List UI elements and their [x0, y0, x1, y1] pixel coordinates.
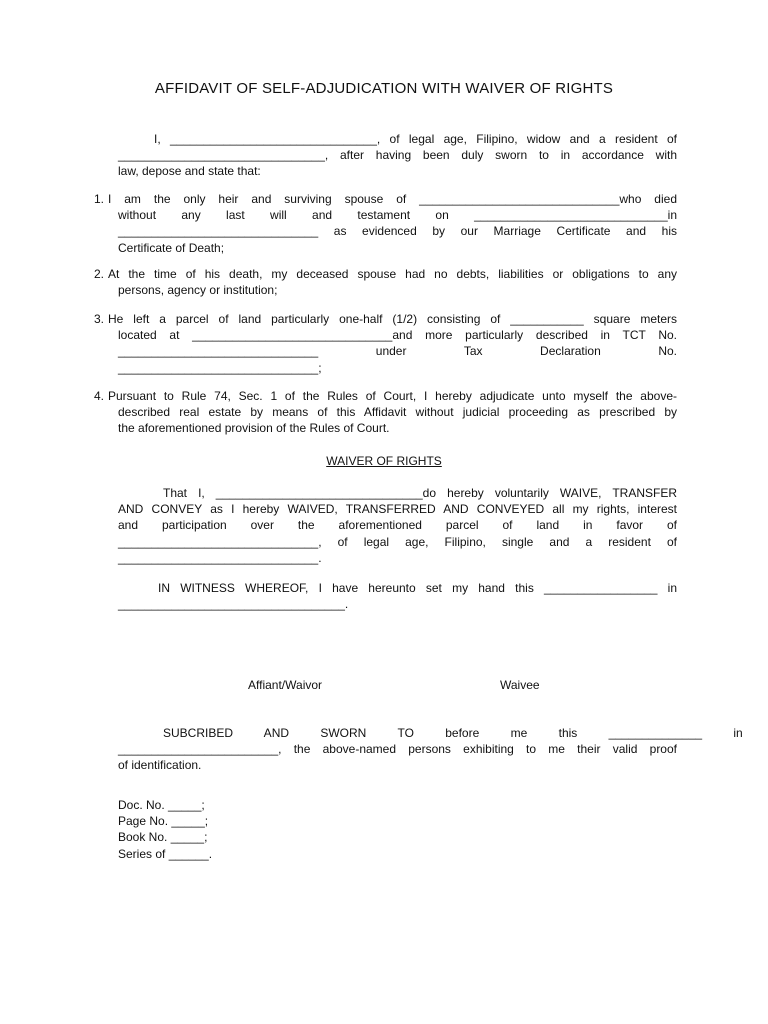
- waivee-signature-label: Waivee: [500, 678, 540, 692]
- book-no: Book No. _____;: [118, 830, 208, 845]
- jurat-paragraph: [118, 725, 743, 774]
- list-item-line: Certificate of Death;: [118, 240, 225, 255]
- intro-paragraph: [118, 131, 677, 180]
- intro-line-1: I, _______________________________, of legal age, Filipino, widow and a resident of: [154, 132, 677, 146]
- witness-line-1: IN WITNESS WHEREOF, I have hereunto set my hand this _________________ in: [158, 581, 677, 595]
- jurat-line-3: of identification.: [118, 758, 202, 773]
- page-no: Page No. _____;: [118, 814, 209, 829]
- intro-line-2: _______________________________, after having been duly sworn to in accordance with: [118, 148, 677, 163]
- list-item-3: [94, 311, 677, 376]
- doc-no: Doc. No. _____;: [118, 798, 205, 812]
- list-item-line: ______________________________ as evidenced by our Marriage Certificate and his: [118, 224, 677, 239]
- list-item-line: located at ______________________________and more particularly described in TCT No.: [118, 328, 677, 343]
- waiver-line-3: and participation over the aforementioned parcel of land in favor of: [118, 518, 677, 533]
- waiver-heading: WAIVER OF RIGHTS: [326, 454, 442, 468]
- intro-line-3: law, depose and state that:: [118, 164, 261, 179]
- waiver-line-4: ______________________________, of legal age, Filipino, single and a resident of: [118, 534, 677, 549]
- list-item-4: [94, 388, 677, 437]
- witness-line-2: __________________________________.: [118, 597, 349, 612]
- list-item-line: ______________________________;: [118, 360, 322, 375]
- jurat-line-2: ________________________, the above-named persons exhibiting to me their valid proof: [118, 742, 677, 757]
- list-item-1: [94, 191, 677, 256]
- jurat-line-1: SUBCRIBED AND SWORN TO before me this ______________ in: [163, 726, 743, 740]
- waiver-line-5: ______________________________.: [118, 550, 322, 565]
- affiant-signature-label: Affiant/Waivor: [248, 678, 323, 692]
- document-title: AFFIDAVIT OF SELF-ADJUDICATION WITH WAIVER OF RIGHTS: [154, 80, 614, 97]
- notarial-details: [118, 797, 212, 862]
- waiver-line-2: AND CONVEY as I hereby WAIVED, TRANSFERRED AND CONVEYED all my rights, interest: [118, 502, 677, 517]
- list-item-2: [94, 266, 677, 298]
- list-item-line: I am the only heir and surviving spouse of ______________________________who died: [108, 192, 677, 206]
- list-item-line: without any last will and testament on _____________________________in: [118, 208, 677, 223]
- list-item-line: ______________________________ under Tax Declaration No.: [118, 344, 677, 359]
- list-item-line: At the time of his death, my deceased spouse had no debts, liabilities or obligations to any: [108, 267, 677, 281]
- list-number: 3.: [94, 312, 105, 326]
- series-of: Series of ______.: [118, 846, 213, 861]
- list-item-line: Pursuant to Rule 74, Sec. 1 of the Rules of Court, I hereby adjudicate unto myself the above-: [108, 389, 677, 403]
- waiver-paragraph: [118, 485, 677, 566]
- waiver-line-1: That I, _______________________________do hereby voluntarily WAIVE, TRANSFER: [163, 486, 677, 500]
- list-item-line: persons, agency or institution;: [118, 283, 278, 298]
- list-item-line: the aforementioned provision of the Rules of Court.: [118, 421, 390, 436]
- list-item-line: described real estate by means of this Affidavit without judicial proceeding as prescribed by: [118, 405, 677, 420]
- witness-paragraph: [118, 580, 677, 612]
- list-number: 2.: [94, 267, 105, 281]
- list-item-line: He left a parcel of land particularly one-half (1/2) consisting of ___________ square meters: [108, 312, 677, 326]
- list-number: 4.: [94, 389, 105, 403]
- list-number: 1.: [94, 192, 105, 206]
